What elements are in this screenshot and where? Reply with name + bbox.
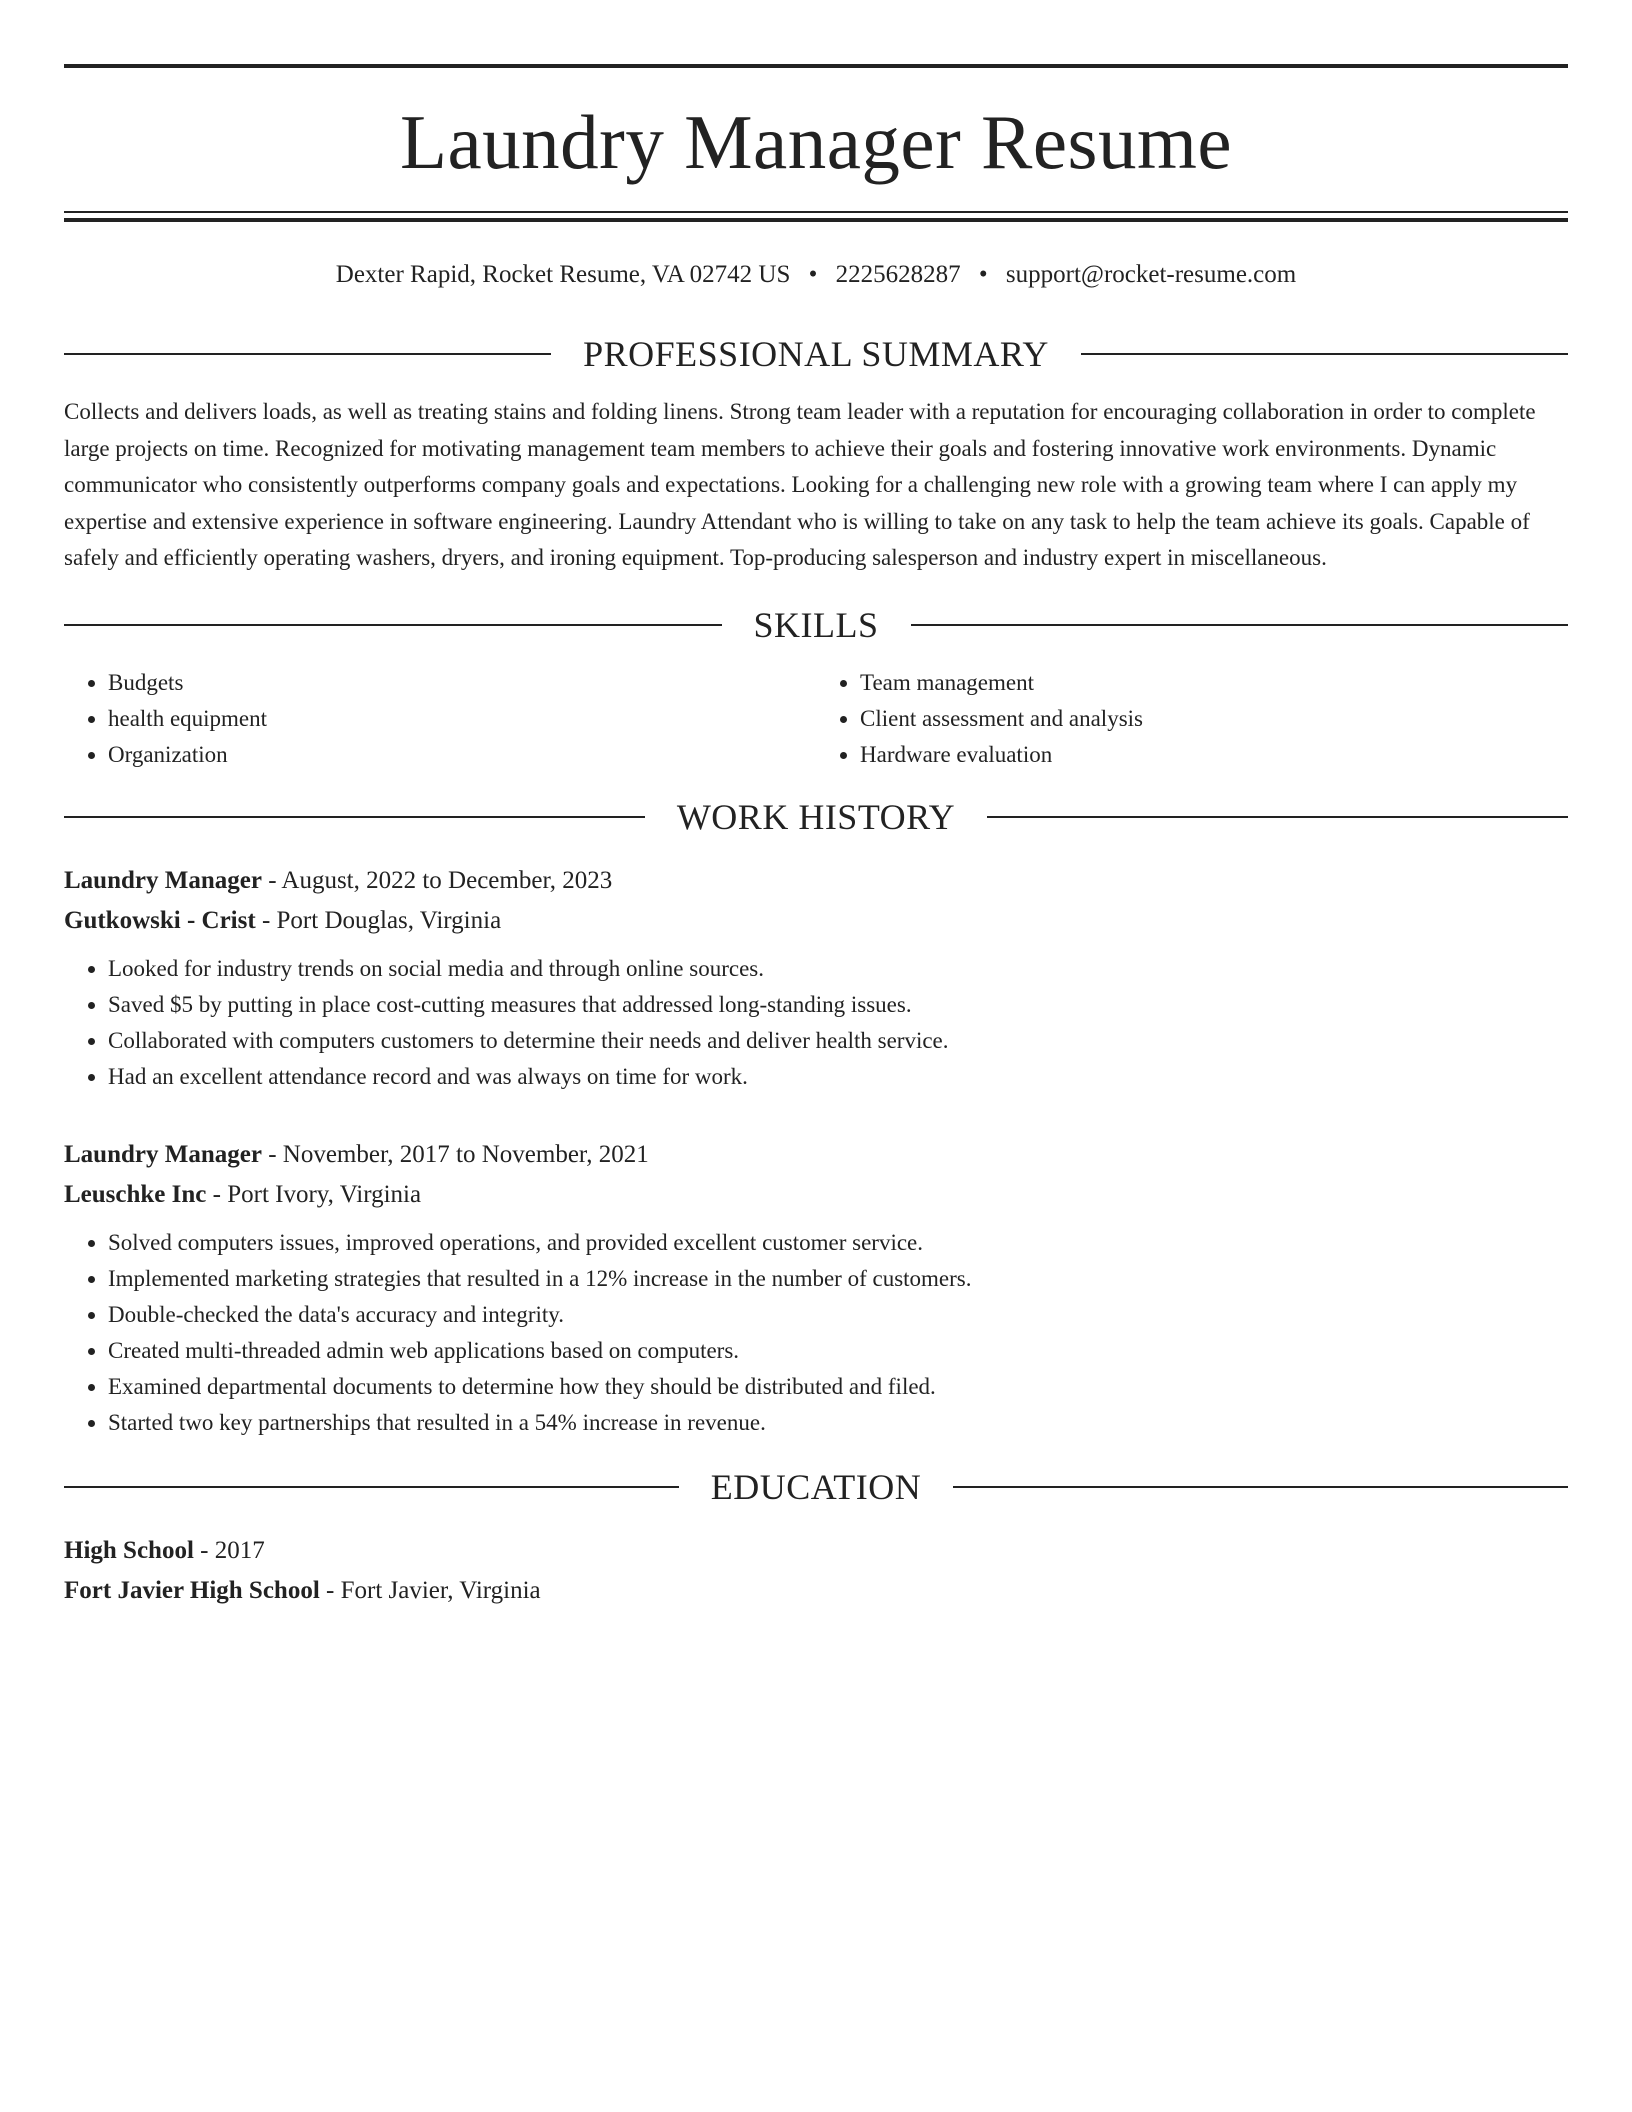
- summary-heading-label: PROFESSIONAL SUMMARY: [583, 334, 1049, 374]
- heading-rule: [64, 816, 645, 818]
- skills-column-right: [816, 665, 1568, 773]
- education-heading-label: EDUCATION: [710, 1466, 922, 1507]
- contact-separator: •: [978, 261, 988, 288]
- contact-phone: 2225628287: [835, 261, 961, 288]
- contact-line: [64, 260, 1568, 290]
- heading-rule: [911, 624, 1569, 626]
- work-heading-label: WORK HISTORY: [676, 796, 956, 837]
- job-title-line: [64, 1135, 1568, 1175]
- resume-title: Laundry Manager Resume: [399, 99, 1233, 185]
- work-heading: [64, 796, 1568, 837]
- skills-heading: [64, 604, 1568, 645]
- title-double-rule: [64, 211, 1568, 222]
- job-location: - Port Douglas, Virginia: [261, 906, 502, 934]
- job-bullet: • Saved $5 by putting in place cost-cutting measures that addressed long-standing issues.: [108, 987, 1568, 1023]
- job-dates: - August, 2022 to December, 2023: [268, 866, 613, 894]
- heading-rule: [64, 624, 722, 626]
- skill-item: • Team management: [860, 665, 1568, 701]
- contact-email: support@rocket-resume.com: [1005, 261, 1297, 288]
- job-bullets: [64, 1225, 1568, 1441]
- heading-rule: [987, 816, 1568, 818]
- education-degree-line: [64, 1531, 1568, 1571]
- job-title-line: [64, 861, 1568, 901]
- job-company: Gutkowski - Crist: [64, 906, 256, 934]
- contact-address: Dexter Rapid, Rocket Resume, VA 02742 US: [335, 261, 791, 288]
- job-bullet: • Double-checked the data's accuracy and integrity.: [108, 1297, 1568, 1333]
- heading-rule: [64, 353, 551, 355]
- education-degree: High School: [64, 1536, 194, 1564]
- job-entry: [64, 861, 1568, 1095]
- education-school: Fort Javier High School: [64, 1576, 320, 1604]
- job-dates: - November, 2017 to November, 2021: [268, 1140, 649, 1168]
- job-bullet: • Examined departmental documents to determine how they should be distributed and filed.: [108, 1369, 1568, 1405]
- skills-column-left: [64, 665, 816, 773]
- skills-heading-label: SKILLS: [753, 604, 879, 645]
- skill-item: • Budgets: [108, 665, 816, 701]
- education-school-line: [64, 1571, 1568, 1611]
- job-bullets: [64, 951, 1568, 1095]
- heading-rule: [953, 1486, 1568, 1488]
- contact-separator: •: [808, 261, 818, 288]
- summary-text: Collects and delivers loads, as well as treating stains and folding linens. Strong team leader with a reputation for encouraging collaboration in order to complete large projects on time. Recognized for motivating management team members to achieve their goals and fostering innovative work environments. Dynamic communicator who consistently outperforms company goals and expectations. Looking for a challenging new role with a growing team where I can apply my expertise and extensive experience in software engineering. Laundry Attendant who is willing to take on any task to help the team achieve its goals. Capable of safely and efficiently operating washers, dryers, and ironing equipment. Top-producing salesperson and industry expert in miscellaneous.: [64, 399, 1536, 570]
- education-heading: [64, 1466, 1568, 1507]
- job-title: Laundry Manager: [64, 1140, 262, 1168]
- job-company-line: [64, 901, 1568, 941]
- heading-rule: [1081, 353, 1568, 355]
- heading-rule: [64, 1486, 679, 1488]
- job-bullet: • Looked for industry trends on social media and through online sources.: [108, 951, 1568, 987]
- job-title: Laundry Manager: [64, 866, 262, 894]
- education-location: - Fort Javier, Virginia: [326, 1576, 541, 1604]
- education-entry: [64, 1531, 1568, 1611]
- summary-heading: [64, 336, 1568, 372]
- job-bullet: • Had an excellent attendance record and was always on time for work.: [108, 1059, 1568, 1095]
- skill-item: • health equipment: [108, 701, 816, 737]
- job-company-line: [64, 1175, 1568, 1215]
- skill-item: • Organization: [108, 737, 816, 773]
- job-entry: [64, 1135, 1568, 1441]
- job-company: Leuschke Inc: [64, 1180, 207, 1208]
- job-bullet: • Started two key partnerships that resulted in a 54% increase in revenue.: [108, 1405, 1568, 1441]
- education-year: - 2017: [200, 1536, 265, 1564]
- job-bullet: • Created multi-threaded admin web applications based on computers.: [108, 1333, 1568, 1369]
- top-rule: [64, 64, 1568, 68]
- job-bullet: • Solved computers issues, improved operations, and provided excellent customer service.: [108, 1225, 1568, 1261]
- job-bullet: • Implemented marketing strategies that resulted in a 12% increase in the number of customers.: [108, 1261, 1568, 1297]
- skill-item: • Client assessment and analysis: [860, 701, 1568, 737]
- job-location: - Port Ivory, Virginia: [212, 1180, 422, 1208]
- skills-list: [64, 665, 1568, 773]
- job-bullet: • Collaborated with computers customers to determine their needs and deliver health service.: [108, 1023, 1568, 1059]
- skill-item: • Hardware evaluation: [860, 737, 1568, 773]
